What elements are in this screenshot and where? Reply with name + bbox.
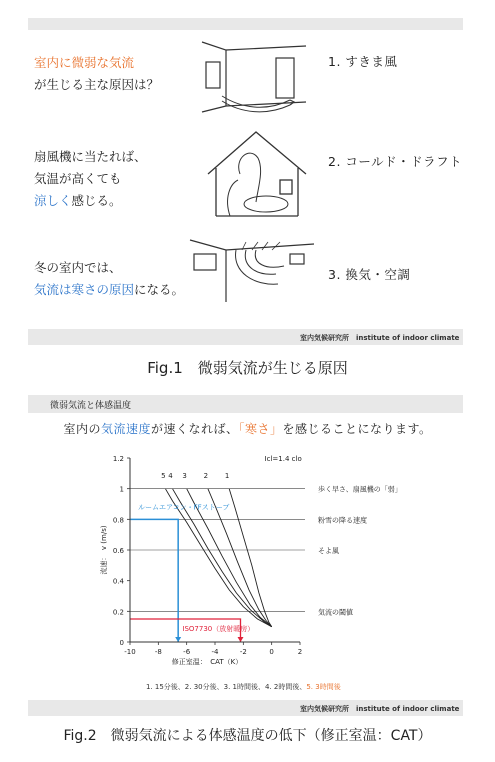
fig1-block3-line2 — [34, 279, 184, 301]
y-tick-label-2: 0.4 — [112, 577, 124, 586]
x-tick-label-5: 0 — [269, 648, 274, 656]
y-tick-label-3: 0.6 — [112, 547, 124, 555]
fig2-subtitle — [0, 420, 495, 437]
y-tick-label-6: 1.2 — [112, 455, 124, 463]
reference-label-1: 粉雪の降る速度 — [318, 516, 367, 525]
y-axis-label: 流速： v (m/s) — [100, 525, 108, 575]
fig1-block3-blue: 気流は寒さの原因 — [34, 282, 135, 297]
series-label-3: 3 — [182, 471, 187, 480]
reference-label-2: そよ風 — [318, 547, 339, 555]
subtitle-a: 室内の — [63, 422, 101, 436]
iso-label: ISO7730（放射暖房） — [182, 625, 255, 633]
fig2-footer-text: 室内気候研究所 institute of indoor climate — [300, 705, 460, 713]
cause-3-label: 3. 換気・空調 — [328, 267, 411, 282]
fig1-block2-line3 — [34, 190, 147, 212]
legend-highlight: 5. 3時間後 — [306, 683, 341, 691]
subtitle-e: を感じることになります。 — [282, 422, 432, 436]
fig1-block1-line1: 室内に微弱な気流 — [34, 55, 135, 70]
fig1-block2-rest: 感じる。 — [71, 193, 122, 208]
iso-arrow-icon — [238, 637, 244, 642]
cause-2-label: 2. コールド・ドラフト — [328, 154, 463, 169]
chart-legend — [146, 682, 341, 692]
x-tick-label-1: -8 — [154, 648, 162, 656]
x-tick-label-0: -10 — [124, 648, 136, 656]
fig1-text-block-3 — [34, 257, 184, 301]
cause-1-label: 1. すきま風 — [328, 54, 398, 69]
fig1-footer-text: 室内気候研究所 institute of indoor climate — [300, 334, 460, 342]
fig2-header-text: 微弱気流と体感温度 — [50, 401, 132, 411]
fig1-block3-rest: になる。 — [134, 282, 185, 297]
y-tick-label-0: 0 — [119, 639, 124, 647]
legend-text: 1. 15分後、2. 30分後、3. 1時間後、4. 2時間後、 — [146, 683, 307, 691]
series-label-4: 4 — [168, 471, 173, 480]
fig1-block2-blue: 涼しく — [34, 193, 72, 208]
fig1-caption: Fig.1 微弱気流が生じる原因 — [147, 359, 348, 377]
reference-label-0: 歩く早さ、扇風機の「弱」 — [318, 485, 402, 494]
y-tick-label-4: 0.8 — [112, 516, 124, 525]
fig1-text-block-2 — [34, 146, 147, 212]
aircon-label: ルームエアコン・FFストーブ — [138, 503, 230, 512]
x-tick-label-2: -6 — [183, 648, 191, 656]
series-label-2: 2 — [203, 471, 209, 480]
fig1-block2-line1: 扇風機に当たれば、 — [34, 149, 147, 164]
x-axis-label: 修正室温： CAT（K） — [171, 658, 243, 666]
x-tick-label-6: 2 — [297, 648, 303, 656]
aircon-line — [130, 519, 178, 642]
subtitle-b: 気流速度 — [100, 422, 151, 436]
fig1-block3-line1: 冬の室内では、 — [34, 260, 122, 275]
subtitle-c: が速くなれば、 — [150, 422, 239, 436]
reference-label-3: 気流の閾値 — [318, 608, 353, 617]
fig1-text-block-1 — [34, 52, 159, 96]
x-tick-label-4: -2 — [239, 648, 247, 656]
y-tick-label-1: 0.2 — [112, 608, 124, 617]
fig1-block1-line2: が生じる主な原因は？ — [34, 77, 160, 92]
fig1-block2-line2: 気温が高くても — [34, 171, 122, 186]
airflow-chart — [0, 440, 495, 690]
house-cold-draft-illustration — [200, 128, 312, 218]
y-tick-label-5: 1 — [119, 485, 124, 494]
aircon-arrow-icon — [175, 637, 181, 642]
axis-layer — [99, 455, 302, 666]
fig2-caption: Fig.2 微弱気流による体感温度の低下（修正室温：CAT） — [63, 728, 432, 744]
fig1-top-bar — [28, 18, 463, 30]
room-draft-illustration — [196, 36, 308, 114]
subtitle-d: 「寒さ」 — [238, 422, 283, 436]
clo-label: Icl=1.4 clo — [264, 455, 302, 464]
x-tick-label-3: -4 — [211, 648, 219, 656]
series-label-5: 5 — [161, 471, 166, 480]
ventilation-illustration — [186, 236, 316, 306]
series-label-1: 1 — [224, 471, 230, 480]
annotation-layer — [130, 503, 254, 642]
